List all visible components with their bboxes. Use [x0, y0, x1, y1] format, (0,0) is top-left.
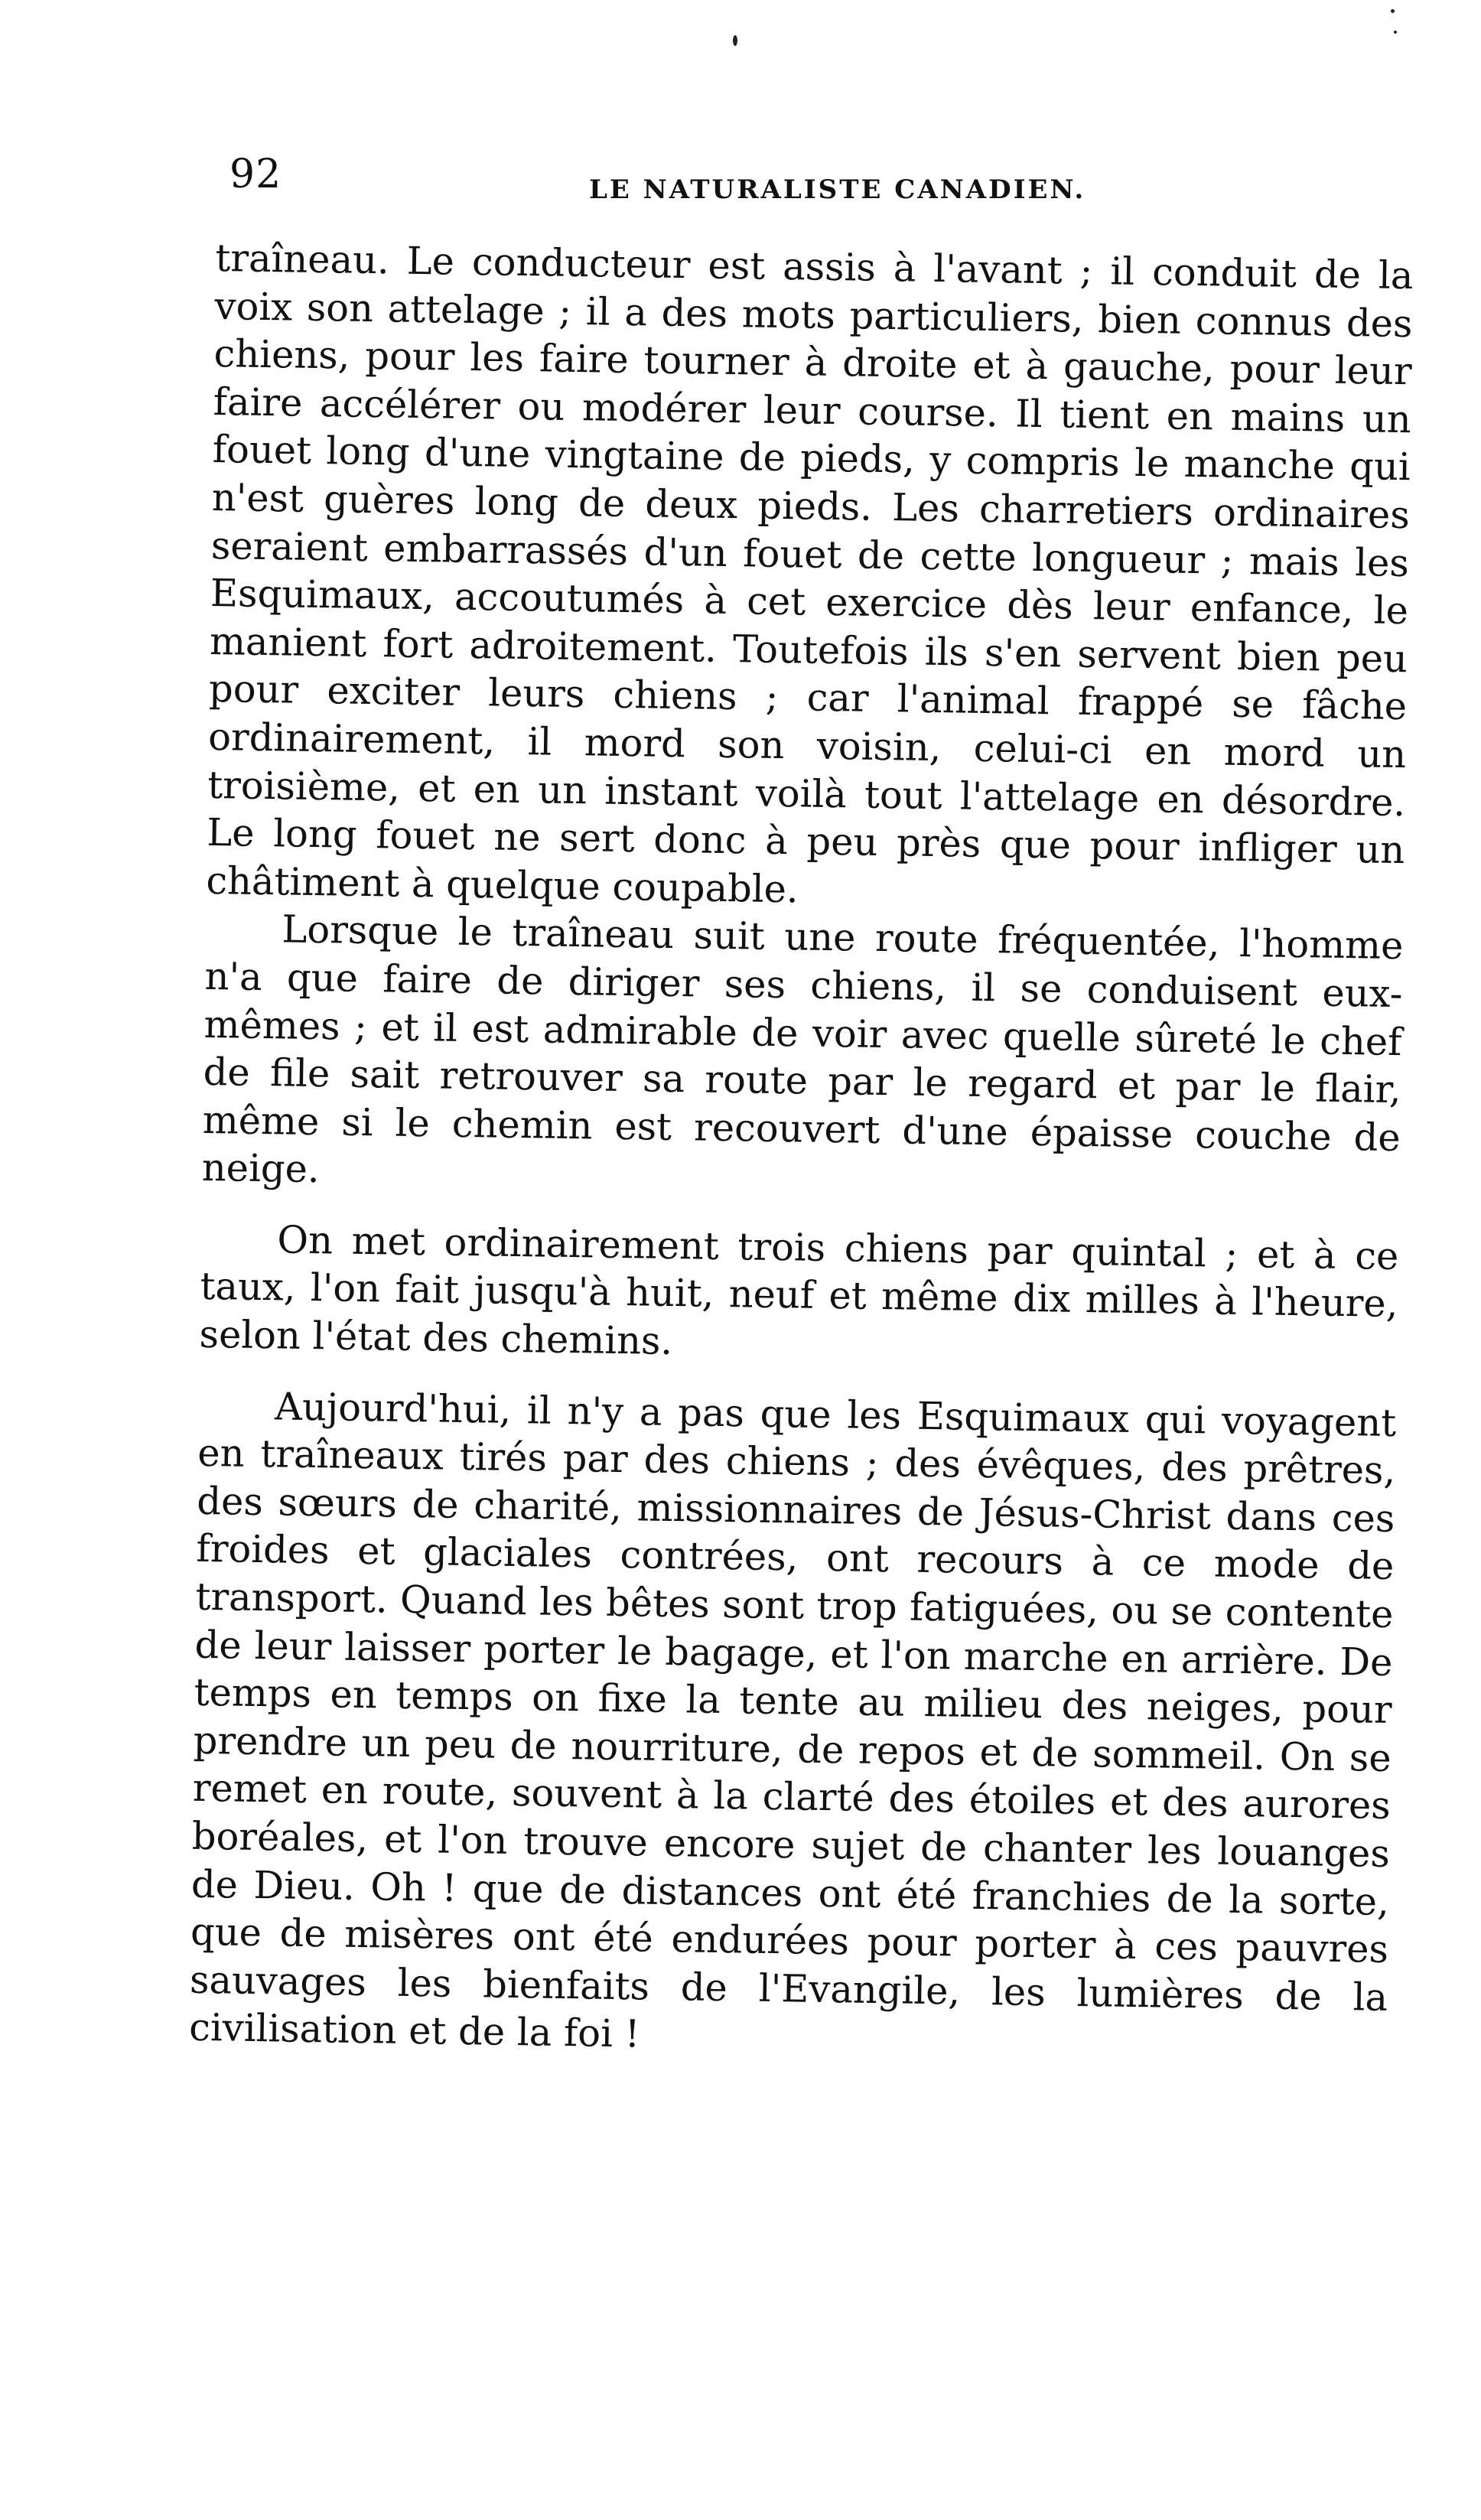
ink-speck	[1391, 9, 1395, 13]
ink-speck	[733, 35, 737, 46]
paragraph: On met ordinairement trois chiens par quintal ; et à ce taux, l'on fait jusqu'à huit, neuf et même dix milles à l'heure, selon l'état des chemins.	[199, 1217, 1399, 1364]
running-head: LE NATURALISTE CANADIEN.	[589, 174, 1086, 205]
body-text	[189, 234, 1414, 2069]
paragraph: Aujourd'hui, il n'y a pas que les Esquimaux qui voyagent en traîneaux tirés par des chiens ; des évêques, des prêtres, des sœurs de charité, missionnaires de Jésus-Christ dans ces froides et glaciales contrées, ont recours à ce mode de transport. Quand les bêtes sont trop fatiguées, ou se contente de leur laisser porter le bagage, et l'on marche en arrière. De temps en temps on fixe la tente au milieu des neiges, pour prendre un peu de nourriture, de repos et de sommeil. On se remet en route, souvent à la clarté des étoiles et des aurores boréales, et l'on trouve encore sujet de chanter les louanges de Dieu. Oh ! que de distances ont été franchies de la sorte, que de misères ont été endurées pour porter à ces pauvres sauvages les bienfaits de l'Evangile, les lumières de la civilisation et de la foi !	[188, 1383, 1397, 2056]
paragraph: Lorsque le traîneau suit une route fréquentée, l'homme n'a que faire de diriger ses chiens, il se conduisent eux-mêmes ; et il est admirable de voir avec quelle sûreté le chef de file sait retrouver sa route par le regard et par le flair, même si le chemin est recouvert d'une épaisse couche de neige.	[201, 907, 1404, 1192]
ink-speck	[1394, 31, 1397, 34]
paragraph: traîneau. Le conducteur est assis à l'avant ; il conduit de la voix son attelage ; il a des mots particuliers, bien connus des chiens, pour les faire tourner à droite et à gauche, pour leur faire accélérer ou modérer leur course. Il tient en mains un fouet long d'une vingtaine de pieds, y compris le manche qui n'est guères long de deux pieds. Les charretiers ordinaires seraient embarrassés d'un fouet de cette longueur ; mais les Esquimaux, accoutumés à cet exercice dès leur enfance, le manient fort adroitement. Toutefois ils s'en servent bien peu pour exciter leurs chiens ; car l'animal frappé se fâche ordinairement, il mord son voisin, celui-ci en mord un troisième, et en un instant voilà tout l'attelage en désordre. Le long fouet ne sert donc à peu près que pour infliger un châtiment à quelque coupable.	[206, 235, 1414, 912]
page-header	[229, 151, 1423, 205]
page-number: 92	[229, 151, 282, 197]
